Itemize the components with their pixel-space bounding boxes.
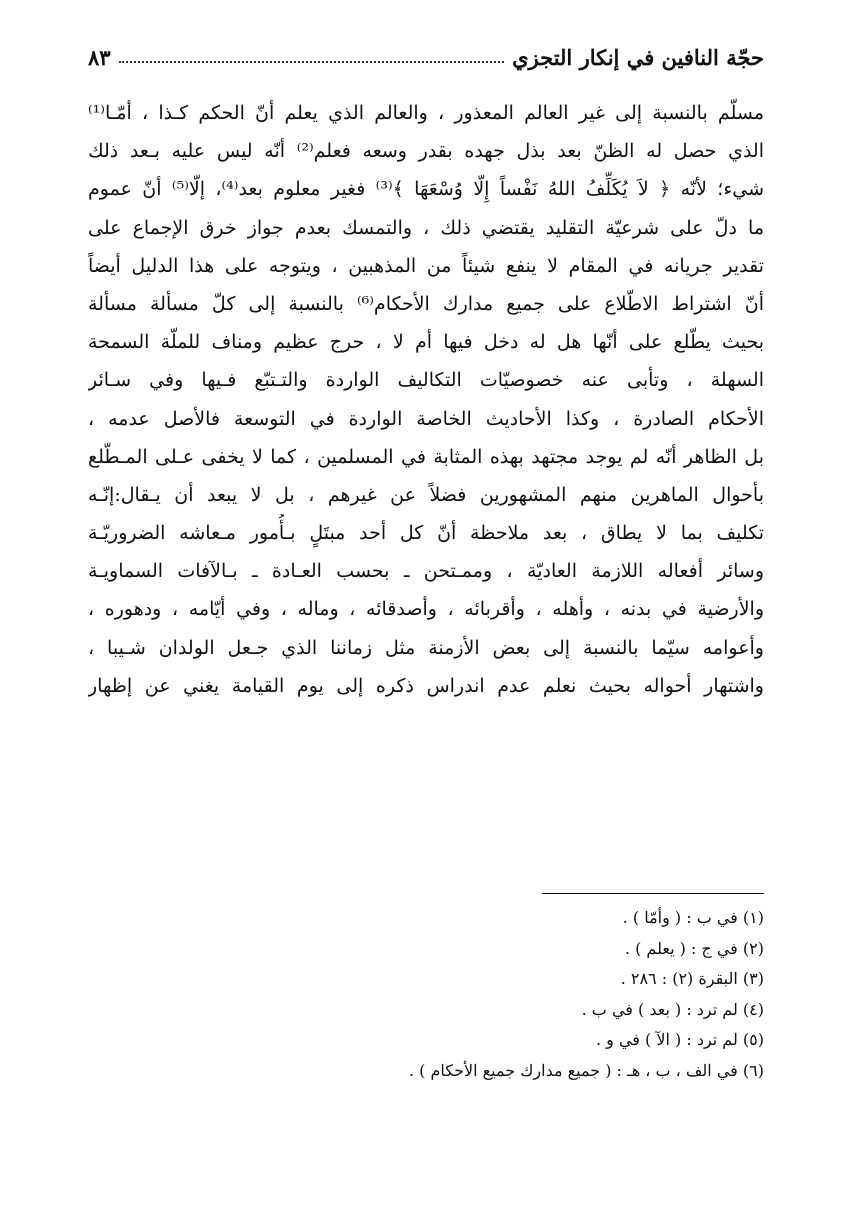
main-text <box>88 94 764 705</box>
footnote: (٥) لم ترد : ( الآ ) في و . <box>595 1030 764 1050</box>
text-line: بأحوال الماهرين منهم المشهورين فضلاً عن غيرهم ، بل لا يبعد أن يـقال:إنّـه <box>88 483 764 506</box>
footnote: (١) في ب : ( وأمّا ) . <box>622 908 764 927</box>
text-line: واشتهار أحواله بحيث نعلم عدم اندراس ذكره إلى يوم القيامة يغني عن إظهار <box>88 674 764 697</box>
text-line: تقدير جريانه في المقام لا ينفع شيئاً من المذهبين ، ويتوجه على هذا الدليل أيضاً <box>88 254 764 277</box>
text-line: الأحكام الصادرة ، وكذا الأحاديث الخاصة الواردة في التوسعة فالأصل عدمه ، <box>88 407 764 430</box>
page-number: ٨٣ <box>88 45 111 70</box>
footnote: (٣) البقرة (٢) : ٢٨٦ . <box>620 969 764 989</box>
footnote-separator <box>542 893 764 894</box>
footnote: (٤) لم ترد : ( بعد ) في ب . <box>581 999 764 1019</box>
text-line: أنّ اشتراط الاطّلاع على جميع مدارك الأحكام⁽⁶⁾ بالنسبة إلى كلّ مسألة مسألة <box>88 292 764 315</box>
footnote: (٦) في الف ، ب ، هـ : ( جميع مدارك جميع الأحكام ) . <box>408 1060 764 1080</box>
running-header <box>88 30 764 70</box>
text-line: والأرضية في بدنه ، وأهله ، وأقربائه ، وأصدقائه ، وماله ، وفي أيّامه ، ودهوره ، <box>88 598 764 621</box>
text-line: الذي حصل له الظنّ بعد بذل جهده بقدر وسعه فعلم⁽²⁾ أنّه ليس عليه بـعد ذلك <box>88 140 764 163</box>
text-line: تكليف بما لا يطاق ، بعد ملاحظة أنّ كل أحد مبتَلٍ بـأُمور مـعاشه الضروريّـة <box>88 522 764 545</box>
text-line: شيء؛ لأنّه ﴿ لاَ يُكَلِّفُ اللهُ نَفْساً إِلّا وُسْعَهَا ﴾⁽³⁾ فغير معلوم بعد⁽⁴⁾، إلّا⁽⁵⁾ أنّ عموم <box>88 178 764 201</box>
text-line: وأعوامه سيّما بالنسبة إلى بعض الأزمنة مثل زماننا الذي جـعل الولدان شـيبا ، <box>88 636 764 659</box>
text-line: ما دلّ على شرعيّة التقليد يقتضي ذلك ، والتمسك بعدم جواز خرق الإجماع على <box>88 216 764 239</box>
text-line: السهلة ، وتأبى عنه خصوصيّات التكاليف الواردة والتـتبّع فـيها وفي سـائر <box>88 369 764 392</box>
text-line: بحيث يطّلع على أنّها هل له دخل فيها أم لا ، حرج عظيم ومناف للملّة السمحة <box>88 331 764 354</box>
running-title: حجّة النافين في إنكار التجزي <box>512 45 764 70</box>
text-line: مسلّم بالنسبة إلى غير العالم المعذور ، والعالم الذي يعلم أنّ الحكم كـذا ، أمّـا⁽¹⁾ <box>88 102 764 124</box>
text-line: وسائر أفعاله اللازمة العاديّة ، وممـتحن ـ بحسب العـادة ـ بـالآفات السماويـة <box>88 560 764 583</box>
text-line: بل الظاهر أنّه لم يوجد مجتهد بهذه المثابة في المسلمين ، كما لا يخفى عـلى المـطّلع <box>88 445 764 468</box>
footnote: (٢) في ج : ( يعلم ) . <box>624 938 764 958</box>
footnotes <box>88 903 764 1087</box>
leader-dots <box>119 60 505 63</box>
